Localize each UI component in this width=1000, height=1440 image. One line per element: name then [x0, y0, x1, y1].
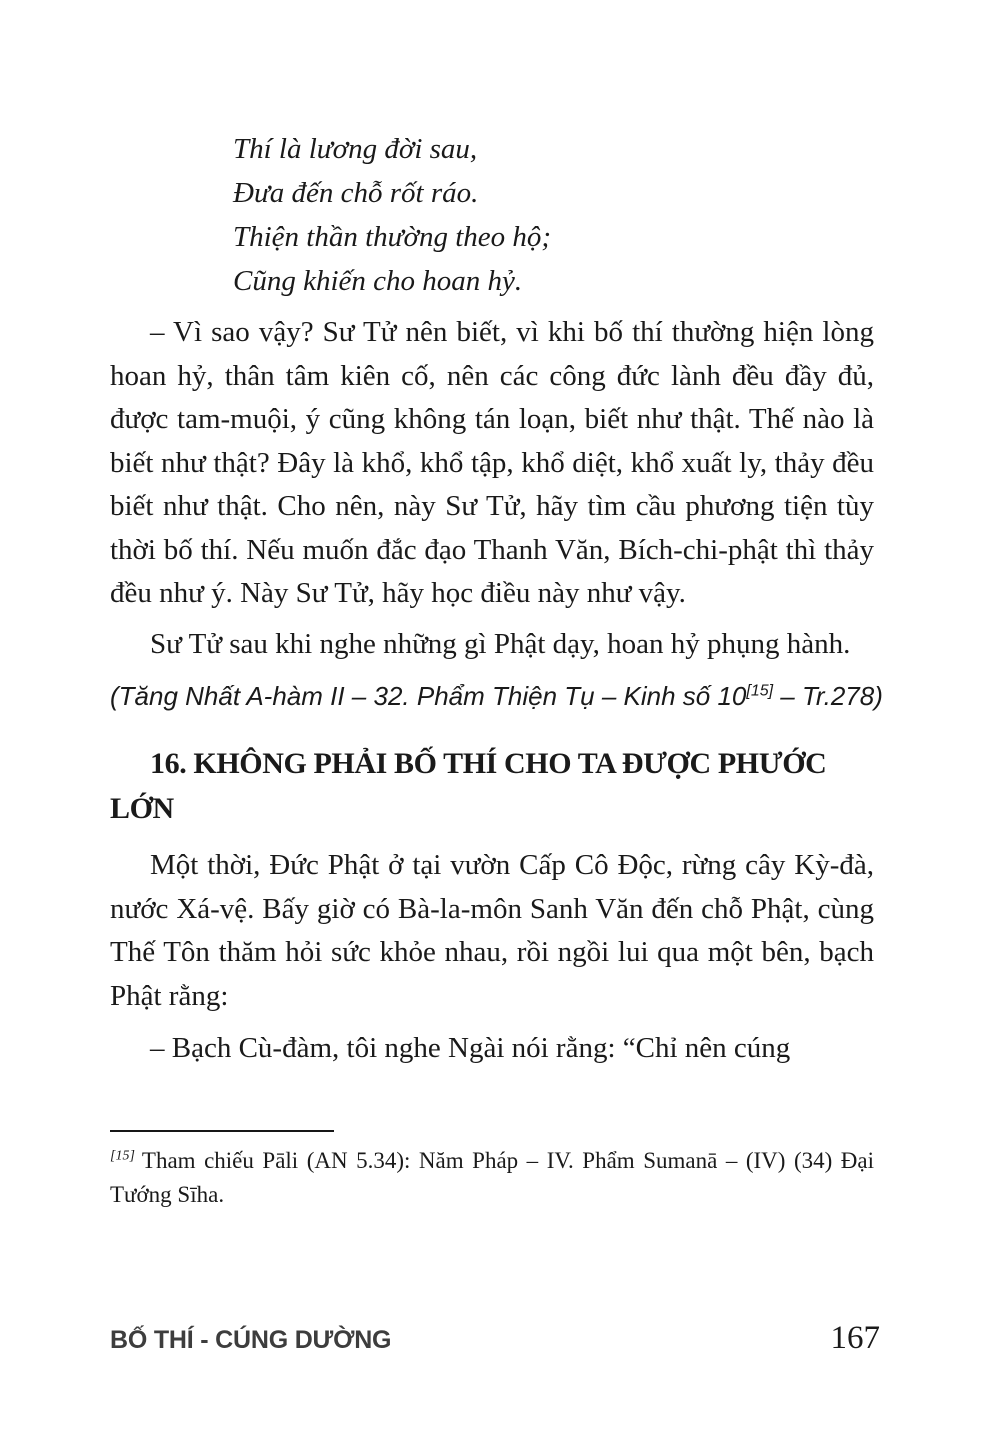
verse-line: Cũng khiến cho hoan hỷ.	[233, 265, 523, 297]
footnote-marker: [15]	[110, 1147, 135, 1163]
paragraph: Một thời, Đức Phật ở tại vườn Cấp Cô Độc, rừng cây Kỳ-đà, nước Xá-vệ. Bấy giờ có Bà-la-môn Sanh Văn đến chỗ Phật, cùng Thế Tôn thăm hỏi sức khỏe nhau, rồi ngồi lui qua một bên, bạch Phật rằng:	[110, 849, 874, 1012]
footnote-separator	[110, 1130, 334, 1132]
source-citation	[110, 676, 883, 716]
paragraph: – Vì sao vậy? Sư Tử nên biết, vì khi bố thí thường hiện lòng hoan hỷ, thân tâm kiên cố, nên các công đức lành đều đầy đủ, được tam-muội, ý cũng không tán loạn, biết như thật. Thế nào là biết như thật? Đây là khổ, khổ tập, khổ diệt, khổ xuất ly, thảy đều biết như thật. Cho nên, này Sư Tử, hãy tìm cầu phương tiện tùy thời bố thí. Nếu muốn đắc đạo Thanh Văn, Bích-chi-phật thì thảy đều như ý. Này Sư Tử, hãy học điều này như vậy.	[110, 316, 874, 609]
page-number: 167	[830, 1320, 880, 1356]
footnote	[110, 1144, 874, 1213]
citation-page-ref: – Tr.278)	[773, 681, 883, 711]
citation-text: (Tăng Nhất A-hàm II – 32. Phẩm Thiện Tụ – Kinh số 10	[110, 681, 747, 711]
page-footer	[110, 1320, 880, 1357]
running-title: BỐ THÍ - CÚNG DƯỜNG	[110, 1326, 392, 1354]
verse-line: Đưa đến chỗ rốt ráo.	[233, 177, 479, 209]
footnote-text: Tham chiếu Pāli (AN 5.34): Năm Pháp – IV. Phẩm Sumanā – (IV) (34) Đại Tướng Sīha.	[110, 1147, 874, 1207]
citation-footnote-ref: [15]	[746, 682, 774, 700]
verse-line: Thiện thần thường theo hộ;	[233, 221, 552, 253]
section-heading: 16. KHÔNG PHẢI BỐ THÍ CHO TA ĐƯỢC PHƯỚC LỚN	[110, 747, 827, 825]
paragraph: Sư Tử sau khi nghe những gì Phật dạy, hoan hỷ phụng hành.	[150, 627, 851, 660]
verse-line: Thí là lương đời sau,	[233, 133, 478, 165]
paragraph: – Bạch Cù-đàm, tôi nghe Ngài nói rằng: “Chỉ nên cúng	[150, 1032, 791, 1064]
verse-block	[233, 0, 874, 303]
